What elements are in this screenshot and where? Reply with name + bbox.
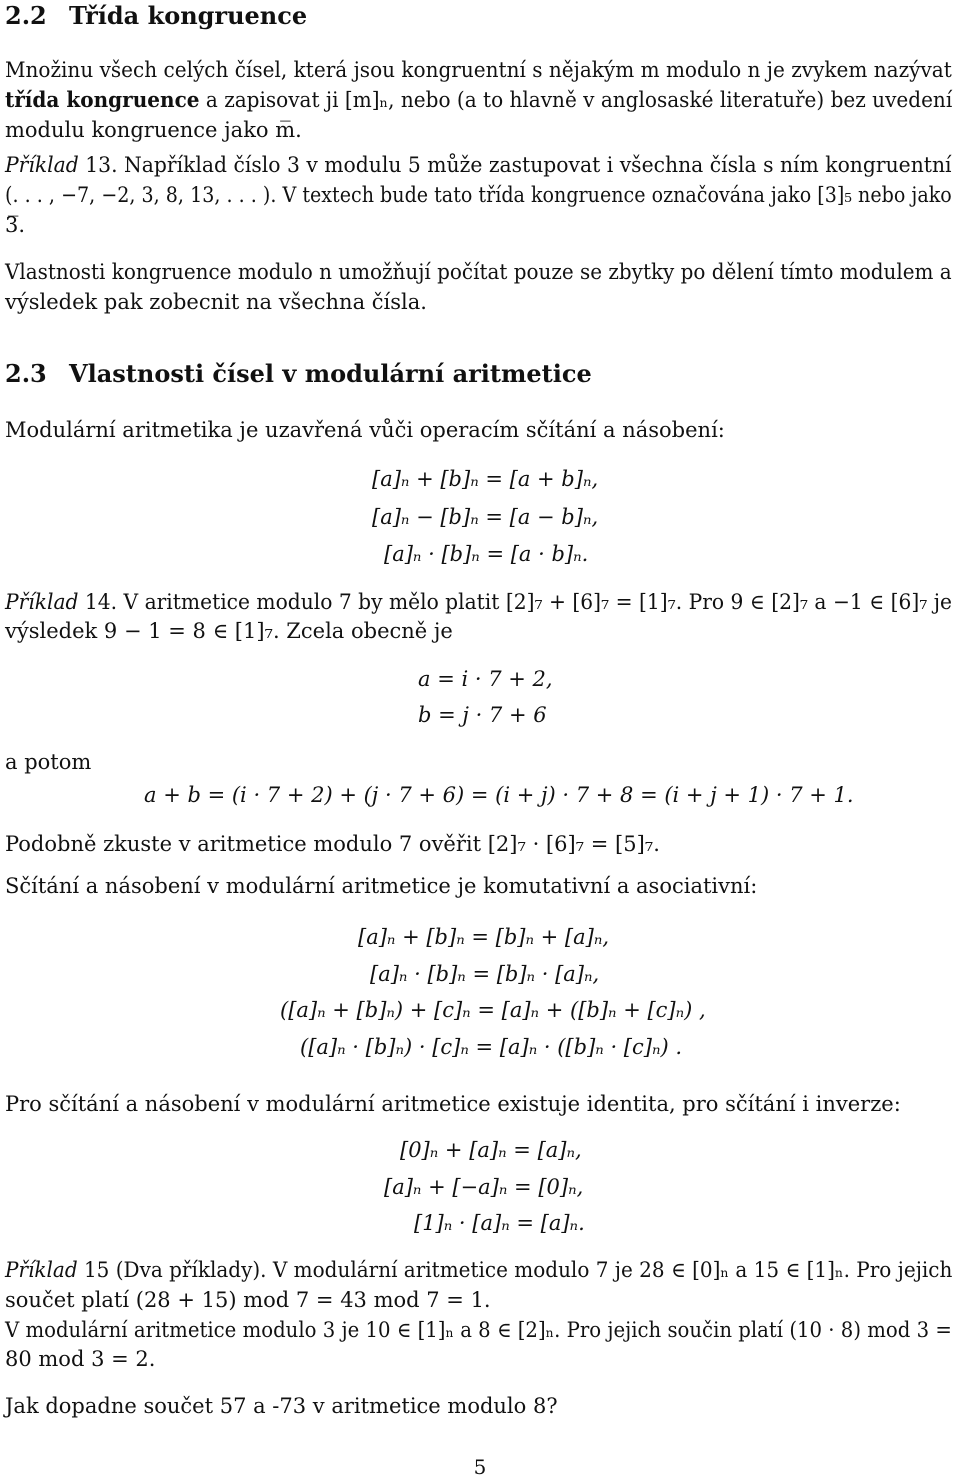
example-text: 14. V aritmetice modulo 7 by mělo platit [2]₇ + [6]₇ = [1]₇. Pro 9 ∈ [2]₇ a −1 ∈ [6]₇ je <box>78 590 953 614</box>
example-text: 13. Například číslo 3 v modulu 5 může zastupovat i všechna čísla s ním kongruentní <box>78 153 952 177</box>
equation-line: [a]ₙ + [b]ₙ = [b]ₙ + [a]ₙ, <box>358 925 610 949</box>
paragraph-line: Množinu všech celých čísel, která jsou kongruentní s nějakým m modulo n je zvykem nazývat <box>5 58 952 82</box>
example-label: Příklad <box>5 1258 78 1282</box>
example-text: 15 (Dva příklady). V modulární aritmetice modulo 7 je 28 ∈ [0]ₙ a 15 ∈ [1]ₙ. Pro jejich <box>77 1258 953 1282</box>
section-title: Třída kongruence <box>69 1 308 30</box>
example-13-line: 3̅. <box>5 213 26 237</box>
paragraph-line: Podobně zkuste v aritmetice modulo 7 ověřit [2]₇ · [6]₇ = [5]₇. <box>5 832 660 856</box>
paragraph-line: Modulární aritmetika je uzavřená vůči operacím sčítání a násobení: <box>5 418 725 442</box>
paragraph-line: Sčítání a násobení v modulární aritmetice je komutativní a asociativní: <box>5 874 758 898</box>
equation-line: [1]ₙ · [a]ₙ = [a]ₙ. <box>414 1211 585 1235</box>
paragraph-line <box>5 86 952 114</box>
section-number: 2.2 <box>5 1 47 30</box>
example-15-line: V modulární aritmetice modulo 3 je 10 ∈ [1]ₙ a 8 ∈ [2]ₙ. Pro jejich součin platí (10 · 8) mod 3 = <box>5 1318 952 1342</box>
example-14-line <box>5 588 952 616</box>
example-label: Příklad <box>5 590 79 614</box>
example-13-line: (. . . , −7, −2, 3, 8, 13, . . . ). V textech bude tato třída kongruence označována jako [3]₅ nebo jako <box>5 183 952 207</box>
equation-line: [a]ₙ · [b]ₙ = [a · b]ₙ. <box>384 542 589 566</box>
paragraph-text: a zapisovat ji [m]ₙ, nebo (a to hlavně v anglosaské literatuře) bez uvedení <box>199 88 953 112</box>
example-15-line: součet platí (28 + 15) mod 7 = 43 mod 7 = 1. <box>5 1288 491 1312</box>
example-label: Příklad <box>5 153 79 177</box>
question-line: Jak dopadne součet 57 a -73 v aritmetice modulo 8? <box>5 1394 558 1418</box>
paragraph-line: modulu kongruence jako m̅. <box>5 118 302 142</box>
equation-line: [a]ₙ + [b]ₙ = [a + b]ₙ, <box>372 467 599 491</box>
equation-line: [0]ₙ + [a]ₙ = [a]ₙ, <box>400 1138 582 1162</box>
example-14-line: výsledek 9 − 1 = 8 ∈ [1]₇. Zcela obecně je <box>5 619 453 643</box>
equation-line: [a]ₙ + [−a]ₙ = [0]ₙ, <box>384 1175 584 1199</box>
page-number: 5 <box>473 1455 487 1479</box>
equation-line: [a]ₙ − [b]ₙ = [a − b]ₙ, <box>372 505 599 529</box>
paragraph-line: Vlastnosti kongruence modulo n umožňují počítat pouze se zbytky po dělení tímto modulem a <box>5 260 952 284</box>
equation-line: a = i · 7 + 2, <box>418 667 553 691</box>
paragraph-line: Pro sčítání a násobení v modulární aritmetice existuje identita, pro sčítání i inverze: <box>5 1092 901 1116</box>
equation-line: [a]ₙ · [b]ₙ = [b]ₙ · [a]ₙ, <box>370 962 600 986</box>
example-13-line <box>5 151 952 179</box>
section-heading-2-2 <box>5 2 307 30</box>
section-title: Vlastnosti čísel v modulární aritmetice <box>69 359 592 388</box>
section-heading-2-3 <box>5 360 592 388</box>
example-15-line: 80 mod 3 = 2. <box>5 1347 156 1371</box>
equation-line: ([a]ₙ + [b]ₙ) + [c]ₙ = [a]ₙ + ([b]ₙ + [c]ₙ) , <box>280 998 706 1022</box>
paragraph-line: a potom <box>5 750 92 774</box>
paragraph-line: výsledek pak zobecnit na všechna čísla. <box>5 290 427 314</box>
example-15-line <box>5 1256 952 1284</box>
section-number: 2.3 <box>5 359 47 388</box>
defined-term: třída kongruence <box>5 87 200 112</box>
equation-line: a + b = (i · 7 + 2) + (j · 7 + 6) = (i + j) · 7 + 8 = (i + j + 1) · 7 + 1. <box>144 783 854 807</box>
equation-line: ([a]ₙ · [b]ₙ) · [c]ₙ = [a]ₙ · ([b]ₙ · [c]ₙ) . <box>300 1035 682 1059</box>
equation-line: b = j · 7 + 6 <box>418 703 547 727</box>
